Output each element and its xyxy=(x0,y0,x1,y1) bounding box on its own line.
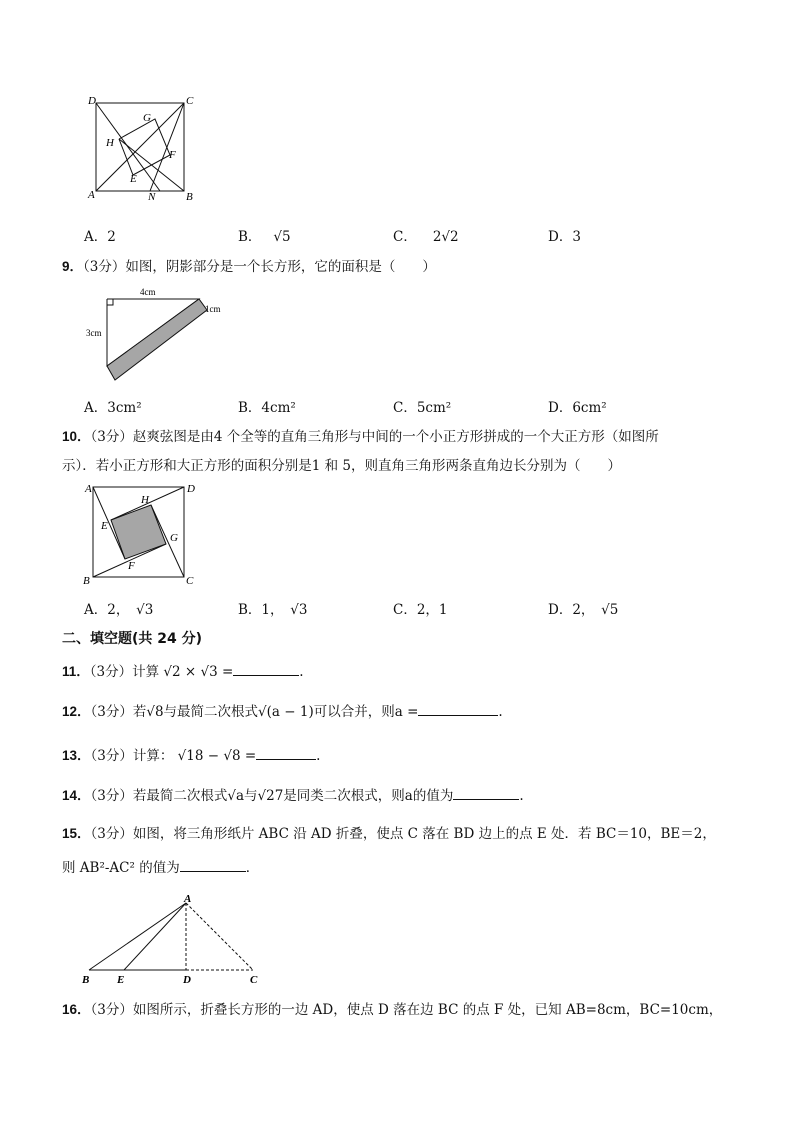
q13-number: 13． xyxy=(62,748,91,763)
q8-label-b: B xyxy=(186,191,193,203)
q13-answer-blank[interactable] xyxy=(256,745,316,760)
q11-stem: 11．（3分）计算 √2 × √3 = . xyxy=(62,661,304,682)
q8-option-a[interactable]: A．2 xyxy=(84,229,116,245)
q8-label-c: C xyxy=(186,95,194,107)
q15-stem-line1: 15．（3分）如图，将三角形纸片 ABC 沿 AD 折叠，使点 C 落在 BD 边上的点 E 处．若 BC＝10，BE＝2， xyxy=(62,826,716,842)
q10-label-b: B xyxy=(83,575,90,587)
q15-label-c: C xyxy=(250,974,258,986)
q8-label-f: F xyxy=(169,149,176,161)
q10-label-f: F xyxy=(128,560,135,572)
q8-label-h: H xyxy=(106,137,114,149)
q8-option-b[interactable]: B． √5 xyxy=(238,229,291,245)
section-title: 二、填空题(共 24 分) xyxy=(62,631,203,647)
q9-option-c[interactable]: C．5cm² xyxy=(393,400,452,416)
q8-label-a: A xyxy=(88,189,95,201)
q11-number: 11． xyxy=(62,664,90,679)
q12-number: 12． xyxy=(62,704,91,719)
q9-label-top: 4cm xyxy=(140,287,156,297)
q8-label-e: E xyxy=(130,173,137,185)
q10-option-a[interactable]: A．2， √3 xyxy=(84,602,154,618)
q10-label-d: D xyxy=(187,483,195,495)
q15-figure xyxy=(78,890,278,990)
q10-stem-line1: 10．（3分）赵爽弦图是由4 个全等的直角三角形与中间的一个小正方形拼成的一个大正方形（如图所 xyxy=(62,429,659,445)
q10-option-d[interactable]: D．2， √5 xyxy=(548,602,619,618)
q8-figure xyxy=(85,92,200,204)
q15-label-d: D xyxy=(183,974,191,986)
q11-answer-blank[interactable] xyxy=(233,661,299,676)
q10-label-h: H xyxy=(141,494,149,506)
q15-label-a: A xyxy=(184,893,192,905)
q15-label-e: E xyxy=(117,974,125,986)
q8-label-d: D xyxy=(88,95,96,107)
q10-figure xyxy=(82,480,202,588)
q8-option-c[interactable]: C． 2√2 xyxy=(393,229,459,245)
q9-option-b[interactable]: B．4cm² xyxy=(238,400,296,416)
q15-label-b: B xyxy=(82,974,90,986)
q13-stem: 13．（3分）计算： √18 − √8 = . xyxy=(62,745,320,766)
q9-number: 9． xyxy=(62,259,84,274)
q8-label-g: G xyxy=(143,112,151,124)
q10-label-g: G xyxy=(170,532,178,544)
q15-stem-line2: 则 AB²-AC² 的值为 ． xyxy=(62,857,259,878)
q16-number: 16． xyxy=(62,1002,91,1017)
q14-stem: 14．（3分）若最简二次根式√a与√27是同类二次根式，则a的值为 . xyxy=(62,785,524,806)
q9-option-d[interactable]: D．6cm² xyxy=(548,400,607,416)
q12-stem: 12．（3分）若√8与最简二次根式√(a − 1)可以合并，则a = . xyxy=(62,701,503,722)
q9-label-left: 3cm xyxy=(86,328,102,338)
q10-label-e: E xyxy=(101,520,108,532)
q10-stem-line2: 示）．若小正方形和大正方形的面积分别是1 和 5，则直角三角形两条直角边长分别为（ ） xyxy=(62,458,622,474)
q10-option-b[interactable]: B．1， √3 xyxy=(238,602,308,618)
q10-option-c[interactable]: C．2，1 xyxy=(393,602,448,618)
q15-answer-blank[interactable] xyxy=(180,857,246,872)
q14-answer-blank[interactable] xyxy=(453,785,519,800)
q12-answer-blank[interactable] xyxy=(418,701,498,716)
q15-number: 15． xyxy=(62,826,91,841)
q10-number: 10． xyxy=(62,429,91,444)
q9-option-a[interactable]: A．3cm² xyxy=(84,400,142,416)
q9-figure xyxy=(84,286,234,386)
q10-label-c: C xyxy=(186,575,194,587)
q16-stem: 16．（3分）如图所示，折叠长方形的一边 AD，使点 D 落在边 BC 的点 F 处，已知 AB=8cm，BC=10cm， xyxy=(62,1002,723,1018)
q8-label-n: N xyxy=(148,191,156,203)
q9-stem: 9．（3分）如图，阴影部分是一个长方形，它的面积是（ ） xyxy=(62,259,436,275)
q14-number: 14． xyxy=(62,788,91,803)
q9-label-right: 1cm xyxy=(205,304,221,314)
q8-option-d[interactable]: D．3 xyxy=(548,229,581,245)
q10-label-a: A xyxy=(85,483,92,495)
